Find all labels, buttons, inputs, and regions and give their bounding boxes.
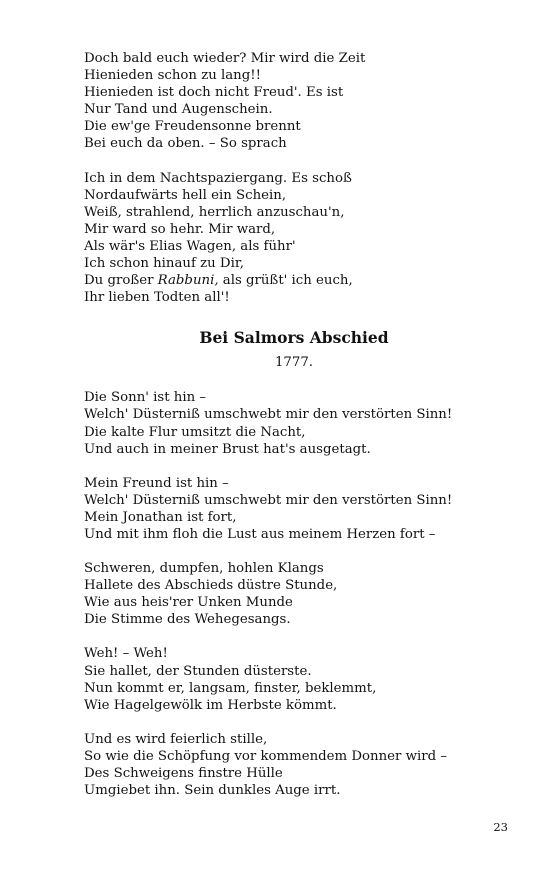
verse-line: Nun kommt er, langsam, finster, beklemmt, [84, 680, 377, 696]
verse-line: Weh! – Weh! [84, 646, 168, 662]
poem-body [84, 389, 504, 799]
verse-text: als grüßt' ich euch, [218, 273, 353, 289]
verse-italic-word: Rabbuni, [157, 273, 219, 289]
verse-line: Welch' Düsterniß umschwebt mir den verstörten Sinn! [84, 407, 453, 423]
verse-line: Hienieden ist doch nicht Freud'. Es ist [84, 85, 344, 101]
verse-line: Und auch in meiner Brust hat's ausgetagt. [84, 441, 371, 457]
stanza [84, 645, 504, 713]
stanza [84, 170, 504, 307]
verse-line: Ihr lieben Todten all'! [84, 290, 230, 306]
verse-line: Sie hallet, der Stunden düsterste. [84, 663, 312, 679]
verse-line: Als wär's Elias Wagen, als führ' [84, 238, 296, 254]
poem-title: Bei Salmors Abschied [199, 328, 389, 348]
poem-continued [84, 50, 504, 306]
verse-line: Bei euch da oben. – So sprach [84, 136, 287, 152]
verse-line: Hienieden schon zu lang!! [84, 68, 261, 84]
verse-line: Mein Freund ist hin – [84, 475, 229, 491]
verse-line-mixed [84, 272, 504, 289]
verse-line: Welch' Düsterniß umschwebt mir den verstörten Sinn! [84, 492, 453, 508]
verse-line: Die ew'ge Freudensonne brennt [84, 119, 301, 135]
verse-line: Wie aus heis'rer Unken Munde [84, 595, 293, 611]
verse-line: Hallete des Abschieds düstre Stunde, [84, 578, 338, 594]
verse-line: Umgiebet ihn. Sein dunkles Auge irrt. [84, 783, 341, 799]
verse-line: Und es wird feierlich stille, [84, 731, 268, 747]
verse-line: So wie die Schöpfung vor kommendem Donner wird – [84, 748, 448, 764]
page-content [84, 50, 504, 816]
verse-line: Nordaufwärts hell ein Schein, [84, 187, 287, 203]
verse-line: Die Stimme des Wehegesangs. [84, 612, 291, 628]
stanza [84, 50, 504, 153]
stanza [84, 389, 504, 457]
verse-line: Die Sonn' ist hin – [84, 390, 207, 406]
verse-line: Mir ward so hehr. Mir ward, [84, 221, 276, 237]
verse-line: Des Schweigens finstre Hülle [84, 766, 283, 781]
verse-line: Nur Tand und Augenschein. [84, 102, 273, 118]
poem-year: 1777. [274, 355, 314, 371]
verse-text: Du großer [84, 273, 158, 289]
verse-line: Ich in dem Nachtspaziergang. Es schoß [84, 170, 352, 186]
verse-line: Wie Hagelgewölk im Herbste kömmt. [84, 697, 337, 713]
verse-line: Doch bald euch wieder? Mir wird die Zeit [84, 51, 366, 66]
verse-line: Weiß, strahlend, herrlich anzuschau'n, [84, 204, 345, 220]
poem-heading [84, 328, 504, 371]
stanza [84, 731, 504, 799]
page-number: 23 [493, 820, 508, 834]
stanza [84, 475, 504, 543]
verse-line: Und mit ihm floh die Lust aus meinem Herzen fort – [84, 526, 436, 542]
verse-line: Mein Jonathan ist fort, [84, 509, 237, 525]
stanza [84, 560, 504, 628]
verse-line: Die kalte Flur umsitzt die Nacht, [84, 424, 306, 440]
verse-line: Ich schon hinauf zu Dir, [84, 256, 244, 272]
verse-line: Schweren, dumpfen, hohlen Klangs [84, 561, 324, 577]
